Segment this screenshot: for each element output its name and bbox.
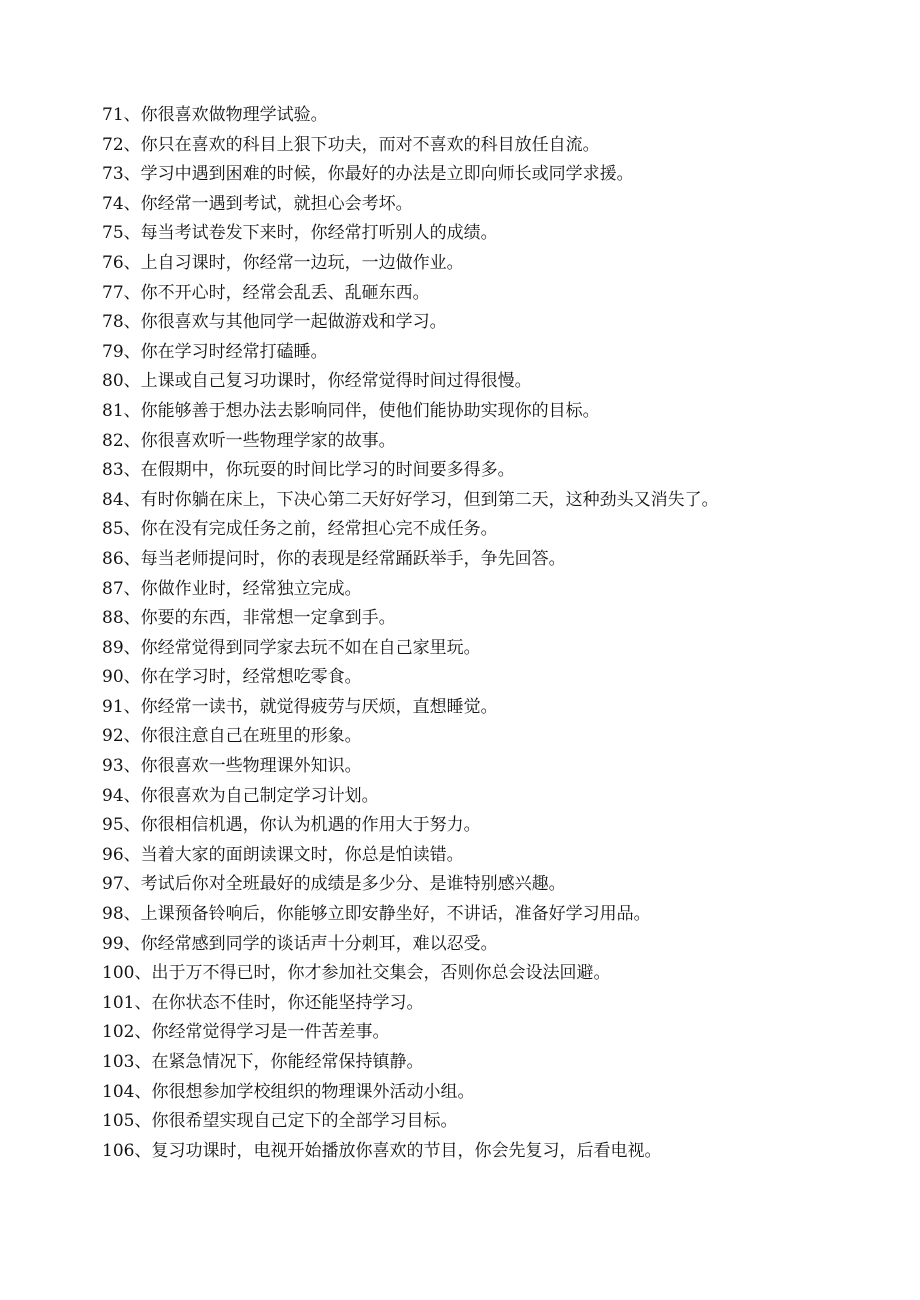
question-item: 101、在你状态不佳时，你还能坚持学习。 xyxy=(102,992,424,1013)
question-item: 73、学习中遇到困难的时候，你最好的办法是立即向师长或同学求援。 xyxy=(102,164,634,185)
question-item: 94、你很喜欢为自己制定学习计划。 xyxy=(102,785,379,806)
question-item: 102、你经常觉得学习是一件苦差事。 xyxy=(102,1022,390,1043)
question-item: 72、你只在喜欢的科目上狠下功夫，而对不喜欢的科目放任自流。 xyxy=(102,134,600,155)
question-item: 80、上课或自己复习功课时，你经常觉得时间过得很慢。 xyxy=(102,371,532,392)
question-item: 75、每当考试卷发下来时，你经常打听别人的成绩。 xyxy=(102,223,498,244)
question-item: 79、你在学习时经常打磕睡。 xyxy=(102,341,328,362)
question-item: 105、你很希望实现自己定下的全部学习目标。 xyxy=(102,1111,458,1132)
question-list xyxy=(102,101,719,1166)
question-item: 106、复习功课时，电视开始播放你喜欢的节目，你会先复习，后看电视。 xyxy=(102,1140,662,1161)
question-item: 91、你经常一读书，就觉得疲劳与厌烦，直想睡觉。 xyxy=(102,696,498,717)
question-item: 86、每当老师提问时，你的表现是经常踊跃举手，争先回答。 xyxy=(102,548,566,569)
question-item: 78、你很喜欢与其他同学一起做游戏和学习。 xyxy=(102,312,447,333)
question-item: 85、你在没有完成任务之前，经常担心完不成任务。 xyxy=(102,519,498,540)
question-item: 89、你经常觉得到同学家去玩不如在自己家里玩。 xyxy=(102,637,481,658)
question-item: 97、考试后你对全班最好的成绩是多少分、是谁特别感兴趣。 xyxy=(102,874,566,895)
question-item: 90、你在学习时，经常想吃零食。 xyxy=(102,667,362,688)
question-item: 92、你很注意自己在班里的形象。 xyxy=(102,726,362,747)
question-item: 88、你要的东西，非常想一定拿到手。 xyxy=(102,608,396,629)
question-item: 100、出于万不得已时，你才参加社交集会，否则你总会设法回避。 xyxy=(102,963,611,984)
question-item: 76、上自习课时，你经常一边玩，一边做作业。 xyxy=(102,252,464,273)
question-item: 99、你经常感到同学的谈话声十分刺耳，难以忍受。 xyxy=(102,933,498,954)
question-item: 71、你很喜欢做物理学试验。 xyxy=(102,105,328,125)
question-item: 96、当着大家的面朗读课文时，你总是怕读错。 xyxy=(102,844,464,865)
question-item: 84、有时你躺在床上，下决心第二天好好学习，但到第二天，这种劲头又消失了。 xyxy=(102,489,719,510)
question-item: 103、在紧急情况下，你能经常保持镇静。 xyxy=(102,1052,424,1072)
question-item: 93、你很喜欢一些物理课外知识。 xyxy=(102,756,362,777)
question-item: 83、在假期中，你玩耍的时间比学习的时间要多得多。 xyxy=(102,460,515,481)
question-item: 87、你做作业时，经常独立完成。 xyxy=(102,578,362,599)
question-item: 74、你经常一遇到考试，就担心会考坏。 xyxy=(102,193,413,214)
question-item: 82、你很喜欢听一些物理学家的故事。 xyxy=(102,430,396,451)
question-item: 77、你不开心时，经常会乱丢、乱砸东西。 xyxy=(102,282,430,303)
question-item: 81、你能够善于想办法去影响同伴，使他们能协助实现你的目标。 xyxy=(102,400,600,421)
question-item: 95、你很相信机遇，你认为机遇的作用大于努力。 xyxy=(102,815,481,836)
question-item: 104、你很想参加学校组织的物理课外活动小组。 xyxy=(102,1081,475,1102)
question-item: 98、上课预备铃响后，你能够立即安静坐好，不讲话，准备好学习用品。 xyxy=(102,904,651,925)
